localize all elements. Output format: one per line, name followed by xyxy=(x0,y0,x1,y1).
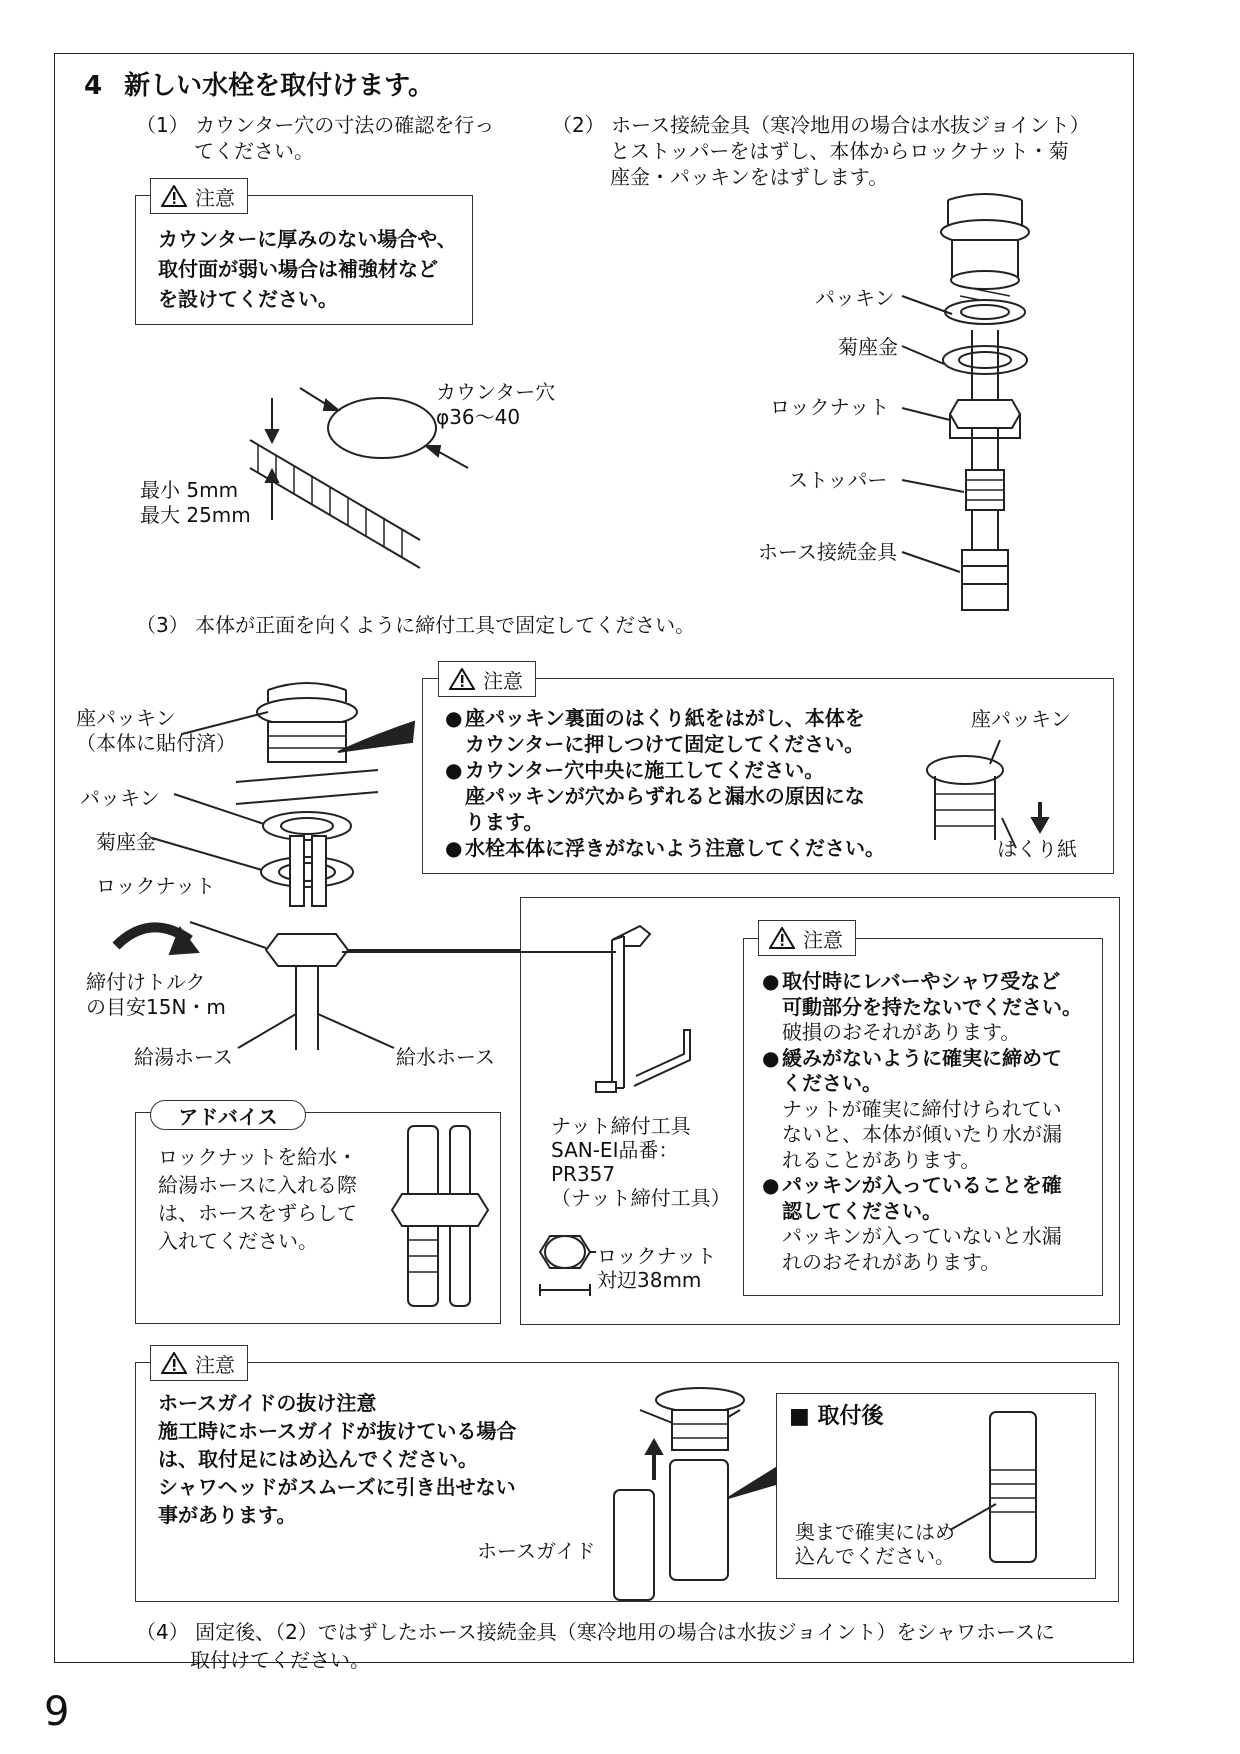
step-4-line: （4） 固定後、（2）ではずしたホース接続金具（寒冷地用の場合は水抜ジョイント）をシャワホースに xyxy=(136,1620,1056,1644)
page-number: 9 xyxy=(44,1689,70,1735)
torque-label: 締付けトルク xyxy=(86,970,206,994)
part-packing-3: パッキン xyxy=(80,786,160,810)
caution-3-bullet: ● 取付時にレバーやシャワ受など xyxy=(762,969,1082,995)
part-stopper: ストッパー xyxy=(788,468,888,492)
caution-1-text: カウンターに厚みのない場合や、 取付面が弱い場合は補強材など を設けてください。 xyxy=(158,227,457,311)
caution-3-bullet: ● 緩みがないように確実に締めて xyxy=(762,1046,1082,1072)
caution-3-text: ● 取付時にレバーやシャワ受など 可動部分を持たないでください。 破損のおそれがあります。 ● 緩みがないように確実に締めて ください。 ナットが確実に締付けられてい ないと、本体が傾いたり水が漏 れることがあります。 ● パッキンが入っていることを確 認してください。 パッキンが入っていないと水漏 れのおそれがあります。 xyxy=(762,969,1082,1275)
torque-value: の目安15N・m xyxy=(86,995,226,1019)
nut-size-label: ロックナット 対辺38mm xyxy=(597,1244,717,1292)
advice-detail xyxy=(392,1126,488,1306)
part-washer: 菊座金 xyxy=(838,335,898,359)
part-locknut: ロックナット xyxy=(770,395,890,419)
part-locknut-3: ロックナット xyxy=(96,874,216,898)
counter-hole-size: φ36～40 xyxy=(436,405,521,429)
step-1-line: （1） カウンター穴の寸法の確認を行っ xyxy=(136,113,495,137)
caution-label: 注意 xyxy=(803,927,843,952)
counter-hole-label: カウンター穴 xyxy=(436,380,556,404)
part-packing: パッキン xyxy=(815,286,895,310)
step-2-line: 座金・パッキンをはずします。 xyxy=(610,165,889,189)
cold-hose-label: 給水ホース xyxy=(396,1045,495,1069)
seat-packing-detail xyxy=(927,740,1048,848)
tool-text: ナット締付工具 SAN-EI品番： PR357 （ナット締付工具） xyxy=(551,1114,731,1210)
step-4-line: 取付けてください。 xyxy=(190,1648,370,1672)
caution-label: 注意 xyxy=(195,185,235,210)
step-1-line: てください。 xyxy=(194,139,314,163)
hose-guide-diagram xyxy=(614,1388,1036,1600)
part-washer-3: 菊座金 xyxy=(96,830,156,854)
section-number: 4 xyxy=(84,71,103,101)
part-seat-packing-note: （本体に貼付済） xyxy=(76,731,236,755)
caution-label: 注意 xyxy=(483,668,523,693)
caution-label: 注意 xyxy=(195,1352,235,1377)
part-seat-packing: 座パッキン xyxy=(76,706,176,730)
caution-2-text: ● 座パッキン裏面のはくり紙をはがし、本体を カウンターに押しつけて固定してください。 ● カウンター穴中央に施工してください。 座パッキンが穴からずれると漏水の原因にな ります。 ● 水栓本体に浮きがないよう注意してください。 xyxy=(445,705,885,861)
nut-wrench xyxy=(342,926,690,1296)
square-bullet-icon: ■ xyxy=(789,1404,810,1429)
after-install-title: ■ 取付後 xyxy=(789,1404,884,1429)
step-2-line: （2） ホース接続金具（寒冷地用の場合は水抜ジョイント） xyxy=(552,113,1090,137)
after-install-note: 奥まで確実にはめ 込んでください。 xyxy=(795,1520,955,1568)
hose-guide-label: ホースガイド xyxy=(477,1539,596,1563)
thickness-min: 最小 5mm xyxy=(140,478,239,502)
caution-2-bullet: ● 水栓本体に浮きがないよう注意してください。 xyxy=(445,835,885,861)
caution-4-text: ホースガイドの抜け注意 施工時にホースガイドが抜けている場合 は、取付足にはめ込んでください。 シャワヘッドがスムーズに引き出せない 事があります。 xyxy=(158,1391,517,1527)
hot-hose-label: 給湯ホース xyxy=(134,1045,233,1069)
step-2-line: とストッパーをはずし、本体からロックナット・菊 xyxy=(610,139,1069,163)
caution-4-title: ホースガイドの抜け注意 xyxy=(158,1391,377,1415)
section-title: 新しい水栓を取付けます。 xyxy=(124,71,435,101)
thickness-max: 最大 25mm xyxy=(140,503,251,527)
step-3: （3） 本体が正面を向くように締付工具で固定してください。 xyxy=(136,613,696,637)
caution-2-bullet: ● 座パッキン裏面のはくり紙をはがし、本体を xyxy=(445,705,885,731)
advice-tag: アドバイス xyxy=(150,1100,306,1130)
seat-packing-detail-label: 座パッキン xyxy=(971,707,1071,731)
caution-3-bullet: ● パッキンが入っていることを確 xyxy=(762,1173,1082,1199)
advice-text: ロックナットを給水・ 給湯ホースに入れる際 は、ホースをずらして 入れてください。 xyxy=(158,1145,358,1253)
part-hose-fitting: ホース接続金具 xyxy=(758,540,897,564)
release-paper-label: はくり紙 xyxy=(997,837,1077,861)
installed-faucet-diagram xyxy=(116,683,520,1050)
exploded-faucet-diagram xyxy=(902,194,1029,610)
caution-2-bullet: ● カウンター穴中央に施工してください。 xyxy=(445,757,885,783)
counter-hole-diagram xyxy=(250,388,468,568)
